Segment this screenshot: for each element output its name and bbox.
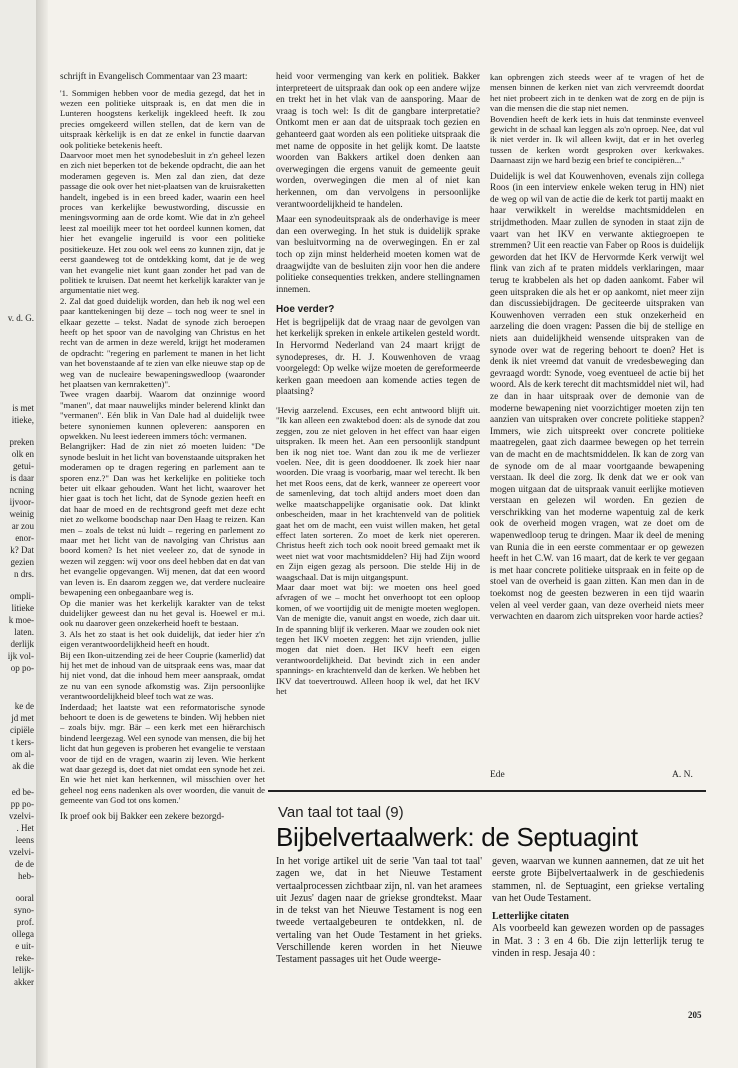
margin-fragment-line: pp po- — [10, 799, 34, 809]
margin-fragment-line: ompli- — [10, 591, 34, 601]
margin-fragment-line: weinig — [9, 509, 34, 519]
margin-fragment-line: vzelvi- — [9, 811, 34, 821]
column-3 — [490, 72, 704, 770]
margin-fragment-line: leens — [15, 835, 34, 845]
article-divider — [268, 790, 706, 792]
margin-fragment-line: ijk vol- — [7, 651, 34, 661]
margin-fragment-line: e uit- — [15, 941, 34, 951]
margin-fragment-line: syno- — [14, 905, 34, 915]
margin-fragment-line: olk en — [11, 449, 34, 459]
col1-tail: Ik proef ook bij Bakker een zekere bezorgd- — [60, 811, 225, 822]
margin-fragment-line: n drs. — [14, 569, 34, 579]
series-label: Van taal tot taal (9) — [278, 804, 404, 821]
article-column-a — [276, 856, 482, 996]
margin-fragment-f2 — [0, 402, 34, 426]
col3-quote-para-2: Bovendien heeft de kerk iets in huis dat tenminste evenveel gewicht in de schaal kan leggen als zo'n oproep. Nee, dat vul ik niet verder in. Ik wil alleen kwijt, dat er in het overleg tussen de kerken wordt gesproken over kerkwakes. Daarnaast zijn we hard bezig een brief te concipiëren..." — [490, 113, 704, 166]
margin-fragment-line: ollega — [12, 929, 34, 939]
col1-quote-para-1: '1. Sommigen hebben voor de media gezegd, dat het in wezen een politieke uitspraak is, en dat men die in Lunteren hoogstens kerkelijk ingekleed heeft. Ik zou precies omgekeerd willen stellen, dat de kern van de uitspraak kèrkelijk is en dat ze enkel in functie daarvan ook politieke betekenis heeft. — [60, 87, 265, 150]
margin-fragment-line: getui- — [13, 461, 34, 471]
margin-fragment-line: k? Dat — [10, 545, 34, 555]
margin-fragment-f7 — [0, 892, 34, 988]
margin-fragment-line: de de — [14, 859, 34, 869]
margin-fragment-f6 — [0, 786, 34, 882]
margin-fragment-line: vzelvi- — [9, 847, 34, 857]
article-para-b2: Als voorbeeld kan gewezen worden op de passages in Mat. 3 : 3 en 4 6b. Die zijn letterlijk terug te vinden in resp. Jesaja 40 : — [492, 923, 704, 960]
margin-fragment-line: is met — [12, 403, 34, 413]
margin-fragment-line: litieke — [11, 603, 34, 613]
margin-fragment-line: enor- — [15, 533, 34, 543]
margin-fragment-line: t kers- — [11, 737, 34, 747]
col1-quote-para-9: Inderdaad; het laatste wat een reformatorische synode behoort te doen is de gewetens te binden. Wij hebben niet – zoals bijv. mgr. Bär – een kerk met een hiërarchisch bindend leergezag. Wel een synode van mensen, die bij het licht dat hun gegeven is proberen het evangelie te verstaan voor de tijd en de vragen, waarin zij leven. Wie herkent wat daar gezegd is, doet dat niet omdat een synode het zei. En wie het niet kan herkennen, wil misschien over het geheel nog eens nadenken als over woorden, die vanuit de gemeente van God tot ons komen.' — [60, 701, 265, 806]
col1-quote-para-8: Bij een Ikon-uitzending zei de heer Couprie (kamerlid) dat hij het met de inhoud van de uitspraak eens was, maar dat hij niet vond, dat die inhoud hem meer aanspraak, omdat ze nu van een synode afkomstig was. Zijn persoonlijke verantwoordelijkheid bleef toch wat ze was. — [60, 649, 265, 702]
col1-quote — [60, 88, 265, 806]
margin-fragment-line: preken — [9, 437, 34, 447]
col2-quote-para-1: 'Hevig aarzelend. Excuses, een echt antwoord blijft uit. "Ik kan alleen een zwaktebod doen: als de synode dat zou zeggen, zou ze niet geloven in het effect van haar eigen uitspraken. Ik meen het. Aan een persoonlijk standpunt ben ik nog niet toe. Want dan zou ik me de verliezer voelen. Nee, dit is geen dooddoener. Ik zoek hier naar woorden. Die vraag is voorbarig, maar wel terecht. Ik ben het met Roos eens, dat de kerk, wanneer ze opereert voor de samenleving, dat toch altijd anders moet doen dan welke maatschappelijke organisatie ook. Dat klinkt onbescheiden, maar in het krachtenveld van de politiek gaat het om de macht, een vuist willen maken, het getal effect laten sorteren. Zo moet de kerk niet opereren. Christus heeft zich toch ook nooit breed gemaakt met ik weet niet wat voor machtsmiddelen? Hij had Zijn woord en Zijn eigen gezag als persoon. Die stelde Hij in de waagschaal. Dat is mijn uitgangspunt. — [276, 405, 480, 582]
margin-fragment-line: . Het — [16, 823, 34, 833]
section-heading-hoe-verder: Hoe verder? — [276, 304, 335, 316]
margin-fragment-f3 — [0, 436, 34, 580]
col2-para-1: heid voor vermenging van kerk en politiek. Bakker interpreteert de uitspraak dan ook op een andere wijze en trekt het in het vlak van de aansporing. Maar de vraag is toch wel: Is dit de gangbare interpretatie? Ontkomt men er aan dat de uitspraak toch gezien en gehanteerd gaat worden als een politieke uitspraak die met name de opposite in het gelijk komt. De laatste woorden van Bakkers artikel doen denken aan overwegingen die ergens vanuit de gemeente geuit worden, overwegingen die men al of niet kan herkennen, om dan vervolgens in persoonlijke verantwoordelijkheid te handelen. — [276, 72, 480, 210]
margin-fragment-line: ar zou — [11, 521, 34, 531]
col3-quote — [490, 72, 704, 166]
margin-fragment-line: itieke, — [11, 415, 34, 425]
article-title: Bijbelvertaalwerk: de Septuagint — [276, 822, 638, 852]
margin-fragment-line: op po- — [10, 663, 34, 673]
col1-intro: schrijft in Evangelisch Commentaar van 23 maart: — [60, 72, 248, 82]
article-column-b — [492, 856, 704, 1006]
col3-para: Duidelijk is wel dat Kouwenhoven, evenals zijn collega Roos (in een interview enkele weken terug in HN) niet de weg op wil van de actie die de kerk tot partij maakt en haar verwikkelt in wereldse machtsmiddelen en strijdmethoden. Maar zullen de synoden in staat zijn de vaart van het IKV en verwante aktiegroepen te stremmen? Uit een reactie van Faber op Roos is duidelijk geworden dat het IKV de Hervormde Kerk verwijt wel flink van zich af te praten middels verklaringen, maar terug te krabbelen als het op daden aankomt. Faber wil geen uitspraken die als het er op aankomt, niet meer zijn dan discussiebijdragen. De geciteerde uitspraken van Kouwenhoven verraden een stuk onzekerheid en aarzeling die doen vragen: Passen die bij de stellige en niets aan duidelijkheid wensende uitspraken van de synode over wat de regering behoort te doen? Het is denk ik niet vreemd dat vanuit de vredesbeweging dan gevraagd wordt: Synode, voeg eventueel de actie bij het woord. Als de kerk terecht dit machtsmiddel niet wil, had ze dan in haar uitspraak over de demonie van de moderne bewapening niet voorzichtiger moeten zijn ten aanzien van uitspraken over concrete politieke stappen? Immers, wie zich uitspreekt over concrete politieke maatregelen, gaat zich daarmee bewegen op het terrein van de macht en de machtsmiddelen. Ik kan de zorg van de synode om de al maar voortgaande bewapening verstaan. Ik deel die zorg. Ik denk dat we er ook van mogen uitgaan dat de uitspraak vanuit eerlijke motieven verstaan en gelezen wil worden. En gezien de verschrikking van het moderne wapentuig zal de kerk ook de overheid mogen vragen, wat ze doet om de wapenwedloop terug te dringen. Maar ik deel de mening van Runia die in een eerste commentaar er op gewezen heeft in het C.W. van 16 maart, dat de kerk te ver gegaan is met haar concrete politieke uitspraak en in feite op de stoel van de overheid is gaan zitten. Kan men dan in de toekomst nog de geesten bezweren in een tijd waarin velen al veel verder gaan, van deze overheid niets meer verwachten en daarom zich uitspreken voor harde acties? — [490, 171, 704, 623]
article-para-b: geven, waarvan we kunnen aannemen, dat ze uit het eerste grote Bijbelvertaalwerk in de geschiedenis stammen, nl. de Septuagint, een griekse vertaling van het Oude Testament. — [492, 856, 704, 904]
col1-quote-para-5: Belangrijker: Had de zin niet zó moeten luiden: "De synode besluit in het licht van bovenstaande uitspraken het moderamen op te dragen regering en parlement aan te sporen enz.?" Dan was het kerkelijke en politieke toch beter uit elkaar gehouden. Want het licht, waarover het hier gaat is toch het licht, dat de Synode gezien heeft en dat haar de moed en de rechtsgrond geeft met deze echt niet zo welkome boodschap naar Den Haag te reizen. Kan men – zoals de tekst nú luidt – regering en parlement zo maar met het licht van de navolging van Christus aan boord komen? Is het niet veeleer zo, dat de synode in wezen wil zeggen: wíj voor ons deel hebben dat en dat van het evangelie opgevangen. Wij menen, dat dat een woord van leven is. En daarom zeggen we, dat verdere nucleaire bewapening een onbegaanbare weg is. — [60, 441, 265, 598]
margin-fragment-line: om al- — [10, 749, 34, 759]
margin-fragment-line: ncning — [9, 485, 34, 495]
margin-fragment-line: laten. — [14, 627, 34, 637]
margin-fragment-line: derlijk — [10, 639, 34, 649]
subheading-letterlijke-citaten: Letterlijke citaten — [492, 911, 569, 923]
col1-quote-para-6: Op die manier was het kerkelijk karakter van de tekst duidelijker geweest dan nu het geval is. Hoewel er m.i. ook nu daarover geen onzekerheid hoeft te bestaan. — [60, 597, 265, 629]
col1-quote-para-2: Daarvoor moet men het synodebesluit in z'n geheel lezen en zich niet beperken tot de bekende opdracht, die aan het moderamen gegeven is. Men zal dan zien, dat deze passage die ook over het niet-plaatsen van de kruisraketten handelt, ingebed is in een breed kader, waarin een heel proces van kerkelijke bewustwording, discussie en meningsvorming aan de orde komt. Wie dat in z'n geheel leest zal moeilijk meer tot het oordeel kunnen komen, dat hier het evangelie ingeruild is voor een politieke positiekeuze. Het zou ook wel eens zo kunnen zijn, dat je eerst gaandeweg tot de ontdekking komt, dat je de weg van het evangelie niet kunt gaan zonder het pad van de politiek te kruisen. Dat neemt het kerkelijk karakter van je argumentatie niet weg. — [60, 150, 265, 296]
article-para-a: In het vorige artikel uit de serie 'Van taal tot taal' zagen we, dat in het Nieuwe Testament vertaalprocessen zichtbaar zijn, nl. van het aramees uit Jezus' dagen naar de griekse grondtekst. Maar in de tekst van het Nieuwe Testament is nog een tweede vertaalgebeuren te ontdekken, nl. de vertaling van het Oude Testament in het grieks. Verschillende keren worden in het Nieuwe Testament passages uit het Oude weerge- — [276, 856, 482, 966]
margin-fragment-line: v. d. G. — [7, 313, 34, 323]
margin-fragment-f1 — [0, 312, 34, 324]
margin-fragment-line: lelijk- — [12, 965, 34, 975]
margin-fragment-line: ooral — [15, 893, 34, 903]
column-2 — [276, 72, 480, 787]
col2-quote — [276, 405, 480, 696]
margin-fragment-line: is daar — [10, 473, 34, 483]
margin-fragment-line: gezien — [10, 557, 34, 567]
margin-fragment-line: prof. — [16, 917, 34, 927]
author-initials: A. N. — [672, 770, 693, 780]
margin-fragment-f4 — [0, 590, 34, 674]
margin-fragment-line: ed be- — [11, 787, 34, 797]
col1-quote-para-7: 3. Als het zo staat is het ook duidelijk, dat ieder hier z'n eigen verantwoordelijkheid heeft en houdt. — [60, 628, 265, 650]
col1-quote-para-3: 2. Zal dat goed duidelijk worden, dan heb ik nog wel een paar kanttekeningen bij deze – toch nog weer te snel in elkaar gezette – tekst. Nadat de synode zich beroepen heeft op het spoor van de navolging van Christus en het recht van de armen in deze wereld, krijgt het moderamen de opdracht: "regering en parlement te manen in het licht van het bovenstaande af te zien van elke nieuwe stap op de weg van de nucleaire bewapeningswedloop (waaronder het plaatsen van kernraketten)". — [60, 295, 265, 389]
margin-fragment-line: ijvoor- — [9, 497, 34, 507]
col2-para-3: Het is begrijpelijk dat de vraag naar de gevolgen van het kerkelijk spreken in enkele artikelen gesteld wordt. In Hervormd Nederland van 24 maart krijgt de synodepreses, dr. H. J. Kouwenhoven de vraag voorgelegd: Op welke wijze moeten de gereformeerde kerken gaan meedoen aan komende acties tegen de plaatsing? — [276, 317, 480, 398]
margin-fragment-f5 — [0, 700, 34, 772]
col3-quote-para-1: kan opbrengen zich steeds weer af te vragen of het de mensen binnen de kerken niet van zich vervreemdt doordat het niet probeert zich in te denken wat de zorg en de pijn is van die mensen die die stap niet nemen. — [490, 72, 704, 114]
page-number: 205 — [688, 1010, 702, 1020]
margin-fragment-line: k moe- — [8, 615, 34, 625]
col1-quote-para-4: Twee vragen daarbij. Waarom dat onzinnige woord "manen", dat maar nauwelijks minder belerend klinkt dan "vermanen". Eén blik in Van Dale had al duidelijk twee betere synoniemen kunnen opleveren: aansporen en opwekken. Nu leest iedereen immers tóch: vermanen. — [60, 389, 265, 441]
col2-para-2: Maar een synodeuitspraak als de onderhavige is meer dan een overweging. In het stuk is duidelijk sprake van besluitvorming na de overwegingen. En er zal toch op zijn minst helderheid moeten komen wat de draagwijdte van de besluiten zijn voor hen die andere politieke consequenties trekken, andere stellingnamen innemen. — [276, 215, 480, 295]
margin-fragment-line: ke de — [14, 701, 34, 711]
margin-fragment-line: reke- — [15, 953, 34, 963]
col2-quote-para-2: Maar daar moet wat bij: we moeten ons heel goed afvragen of we – mocht het onverhoopt tot een oploop komen, of we voortijdig uit de menigte moeten weglopen. Van de menigte die, vanuit angst en woede, zich daar uit. In de spanning blijf ik verkeren. Maar we zouden ook niet tegen het IKV moeten zeggen: het zijn vrienden, jullie mogen dat niet doen. Het IKV heeft een eigen verantwoordelijkheid. Dat bevindt zich in een ander spannings- en krachtenveld dan de kerken. We hebben het IKV dat toevertrouwd. Alleen hoop ik wel, dat het IKV het — [276, 581, 480, 696]
margin-fragment-line: ak die — [12, 761, 34, 771]
column-1 — [60, 72, 265, 1060]
margin-fragment-line: heb- — [18, 871, 34, 881]
page-fold-shadow — [36, 0, 48, 1068]
margin-fragment-line: akker — [14, 977, 34, 987]
place-signature: Ede — [490, 770, 505, 780]
margin-fragment-line: cipiële — [10, 725, 34, 735]
margin-fragment-line: jd met — [11, 713, 34, 723]
